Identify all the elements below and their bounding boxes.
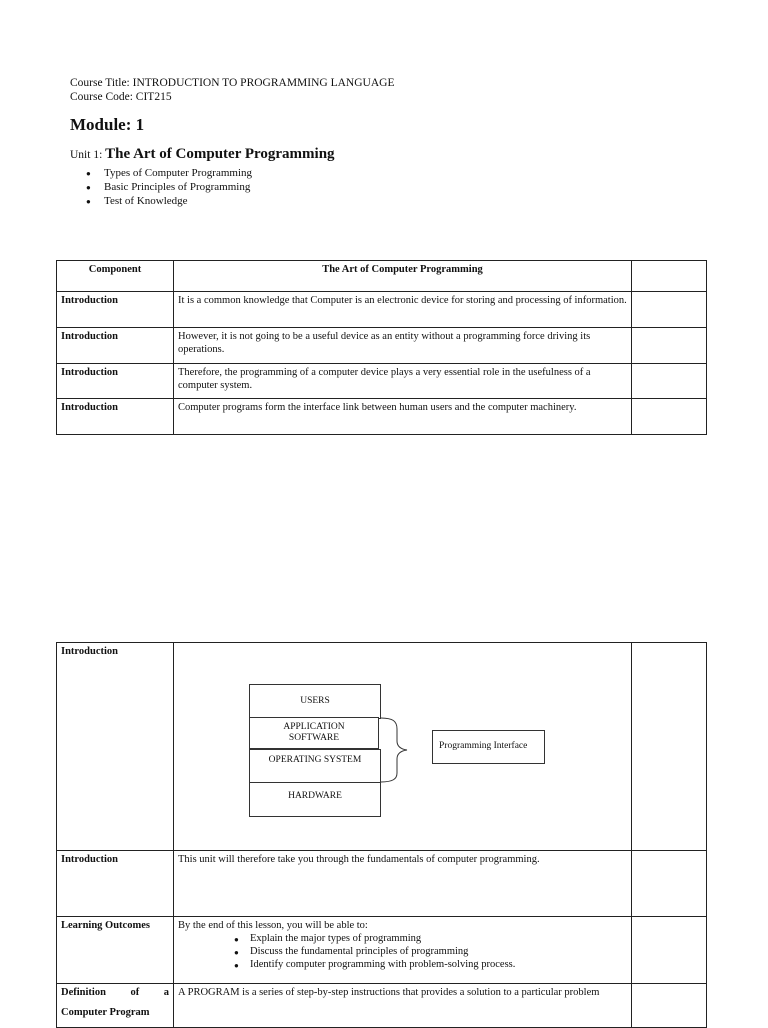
module-heading: Module: 1 (70, 115, 145, 134)
definition-label-line2: Computer Program (61, 1007, 150, 1018)
course-title: Course Title: INTRODUCTION TO PROGRAMMING LANGUAGE (70, 77, 395, 89)
empty-cell (632, 364, 707, 399)
empty-cell (632, 917, 707, 984)
row-label (57, 984, 174, 1028)
diagram-layer-application-software (249, 717, 379, 749)
row-text: This unit will therefore take you through the fundamentals of computer programming. (174, 851, 632, 917)
list-item: ● Discuss the fundamental principles of programming (234, 945, 627, 958)
row-label: Learning Outcomes (57, 917, 174, 984)
row-text: A PROGRAM is a series of step-by-step instructions that provides a solution to a particular problem (174, 984, 632, 1028)
empty-cell (632, 292, 707, 328)
table-row (57, 328, 707, 364)
row-label: Introduction (57, 643, 174, 851)
unit-prefix: Unit 1: (70, 149, 106, 161)
course-code: Course Code: CIT215 (70, 91, 172, 103)
table-row (57, 643, 707, 851)
table-row (57, 364, 707, 399)
row-label: Introduction (57, 851, 174, 917)
list-item: ● Explain the major types of programming (234, 932, 627, 945)
table-row (57, 984, 707, 1028)
row-text: Computer programs form the interface link between human users and the computer machinery. (174, 399, 632, 435)
table-row (57, 399, 707, 435)
list-item: ● Types of Computer Programming (86, 166, 252, 180)
diagram-cell (174, 643, 632, 851)
unit-heading (70, 146, 335, 163)
introduction-table (56, 642, 707, 1028)
empty-cell (632, 328, 707, 364)
column-header-title: The Art of Computer Programming (174, 261, 632, 292)
row-text: However, it is not going to be a useful device as an entity without a programming force driving its operations. (174, 328, 632, 364)
definition-label-line1: Definition of a (61, 987, 169, 998)
list-item: ● Identify computer programming with problem-solving process. (234, 958, 627, 971)
learning-outcomes-cell (174, 917, 632, 984)
table-row (57, 292, 707, 328)
row-label: Introduction (57, 328, 174, 364)
diagram-layer-label: APPLICATION SOFTWARE (283, 722, 345, 743)
component-table (56, 260, 707, 435)
learning-intro: By the end of this lesson, you will be able to: (178, 920, 368, 931)
brace-icon (379, 715, 439, 785)
table-row (57, 851, 707, 917)
diagram-layer-operating-system: OPERATING SYSTEM (249, 749, 381, 784)
row-text: It is a common knowledge that Computer is an electronic device for storing and processing of information. (174, 292, 632, 328)
empty-cell (632, 851, 707, 917)
row-text: Therefore, the programming of a computer device plays a very essential role in the usefulness of a computer system. (174, 364, 632, 399)
row-label: Introduction (57, 292, 174, 328)
unit-topics-list (86, 166, 252, 208)
learning-outcomes-list (178, 932, 627, 971)
empty-cell (632, 261, 707, 292)
empty-cell (632, 984, 707, 1028)
list-item: ● Test of Knowledge (86, 194, 252, 208)
diagram-layer-users: USERS (249, 684, 381, 719)
row-label: Introduction (57, 399, 174, 435)
row-label: Introduction (57, 364, 174, 399)
list-item: ● Basic Principles of Programming (86, 180, 252, 194)
column-header-component: Component (57, 261, 174, 292)
diagram-layer-hardware: HARDWARE (249, 782, 381, 817)
programming-interface-label: Programming Interface (432, 730, 545, 764)
unit-title: The Art of Computer Programming (105, 146, 335, 162)
layers-diagram (174, 643, 632, 851)
empty-cell (632, 643, 707, 851)
empty-cell (632, 399, 707, 435)
table-row (57, 917, 707, 984)
